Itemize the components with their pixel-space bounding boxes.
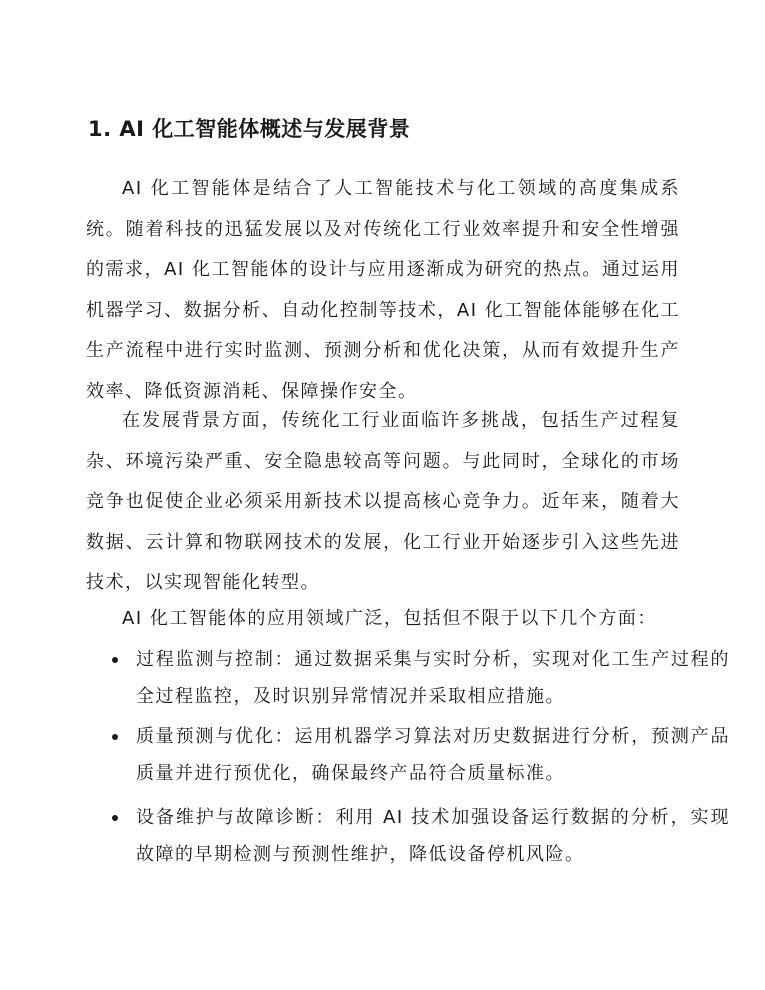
paragraph-application-intro: AI 化工智能体的应用领域广泛，包括但不限于以下几个方面： xyxy=(122,608,657,629)
list-item-text: 质量预测与优化：运用机器学习算法对历史数据进行分析，预测产品质量并进行预优化，确保最终产品符合质量标准。 xyxy=(136,726,730,784)
bullet-icon xyxy=(112,734,118,740)
list-item xyxy=(86,799,730,873)
paragraph-overview: AI 化工智能体是结合了人工智能技术与化工领域的高度集成系统。随着科技的迅猛发展以及对传统化工行业效率提升和安全性增强的需求，AI 化工智能体的设计与应用逐渐成为研究的热点。通过运用机器学习、数据分析、自动化控制等技术，AI 化工智能体能够在化工生产流程中进行实时监测、预测分析和优化决策，从而有效提升生产效率、降低资源消耗、保障操作安全。 xyxy=(86,178,680,402)
bullet-icon xyxy=(112,815,118,821)
application-list xyxy=(86,0,730,990)
bullet-icon xyxy=(112,657,118,663)
list-item-text: 设备维护与故障诊断：利用 AI 技术加强设备运行数据的分析，实现故障的早期检测与预测性维护，降低设备停机风险。 xyxy=(136,807,730,865)
list-item-text: 过程监测与控制：通过数据采集与实时分析，实现对化工生产过程的全过程监控，及时识别异常情况并采取相应措施。 xyxy=(136,649,730,707)
paragraph-background: 在发展背景方面，传统化工行业面临许多挑战，包括生产过程复杂、环境污染严重、安全隐患较高等问题。与此同时，全球化的市场竞争也促使企业必须采用新技术以提高核心竞争力。近年来，随着大数据、云计算和物联网技术的发展，化工行业开始逐步引入这些先进技术，以实现智能化转型。 xyxy=(86,410,680,593)
section-heading: 1. AI 化工智能体概述与发展背景 xyxy=(88,117,411,141)
list-item xyxy=(86,641,730,715)
list-item xyxy=(86,718,730,792)
